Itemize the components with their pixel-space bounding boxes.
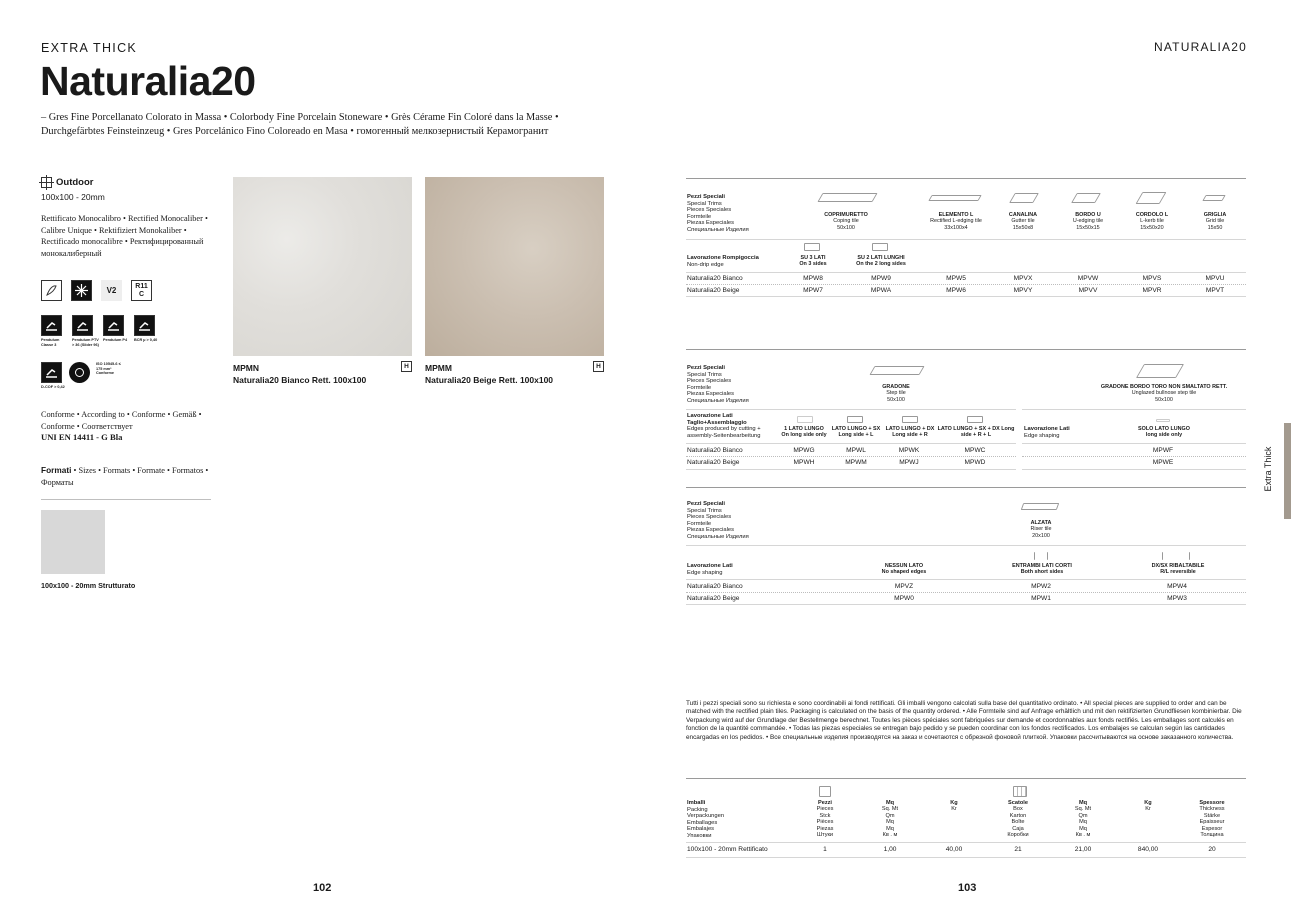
code-cell: MPW8 (803, 275, 823, 282)
option-name: SOLO LATO LUNGO (1138, 426, 1190, 432)
trim-cordolo-l (1124, 212, 1180, 231)
trims-label-bold: Pezzi Speciali (687, 365, 726, 371)
tile-badge: H (593, 361, 604, 372)
code-cell: MPWH (793, 459, 815, 466)
col-line: Кв . м (1075, 832, 1091, 839)
outdoor-icon (41, 177, 52, 188)
side-tab (1284, 423, 1291, 519)
brand-header: NATURALIA20 (1154, 40, 1248, 54)
trim-coprimuretto (806, 212, 886, 231)
piece-icon (819, 786, 831, 797)
trims-label-line: Special Trims (687, 371, 722, 378)
trims-label-bold: Pezzi Speciali (687, 501, 726, 507)
trim-size: 20x100 (1032, 532, 1050, 539)
format-label: 100x100 - 20mm Strutturato (41, 581, 136, 590)
trim-name: COPRIMURETTO (824, 212, 868, 218)
abrasion-icon (69, 362, 90, 383)
edge-3-sides-sketch (804, 243, 820, 251)
code-cell: MPVZ (894, 583, 914, 590)
col-line: Karton (1009, 812, 1027, 819)
format-swatch (41, 510, 105, 574)
tile-code: MPMN (233, 363, 259, 373)
col-head: Pezzi (818, 800, 832, 806)
option-name: SU 3 LATI (800, 255, 826, 261)
trims-label-line: Piezas Especiales (687, 527, 735, 534)
col-line: Mq (1079, 825, 1087, 832)
pendulum-item (72, 315, 99, 347)
pendulum-item (41, 315, 63, 347)
tile-image-bianco (233, 177, 412, 356)
code-cell: MPWE (1152, 459, 1174, 466)
trims-label-line: Pieces Speciales (687, 378, 732, 385)
tile-code: MPMM (425, 363, 452, 373)
col-line: Коробки (1007, 832, 1029, 839)
option-name: DX/SX RIBALTABILE (1151, 563, 1205, 569)
trims-label-line: Piezas Especiales (687, 220, 735, 227)
row-label: Naturalia20 Bianco (687, 275, 743, 282)
option-sub: Long side + R (892, 432, 928, 439)
edge-shaping-sub: Edge shaping (687, 569, 723, 576)
trims-label-bold: Pezzi Speciali (687, 194, 726, 200)
trim-sub: U-edging tile (1072, 218, 1104, 225)
code-cell: MPW4 (1167, 583, 1187, 590)
edge-shaping-bold: Lavorazione Lati (1024, 426, 1070, 432)
col-line: Boîte (1011, 819, 1025, 826)
code-cell: MPVV (1078, 287, 1098, 294)
riser-sketch (1021, 503, 1060, 510)
code-cell: MPWF (1152, 447, 1174, 454)
row-label: Naturalia20 Bianco (687, 447, 743, 454)
formati-text (41, 465, 211, 488)
divider (686, 284, 1246, 285)
option-sub: On the 2 long sides (856, 261, 906, 268)
subtitle: – Gres Fine Porcellanato Colorato in Massa • Colorbody Fine Porcelain Stoneware • Grès Cérame Fin Coloré dans la Masse • Durchgefärbtes Feinsteinzeug • Gres Porcelánico Fino Coloreado en Masa • гомогенный мелкозернистый Керамогранит (41, 112, 559, 137)
packing-label (687, 800, 724, 840)
col-head: Spessore (1199, 800, 1225, 806)
side-tab-label: Extra Thick (1263, 446, 1273, 492)
trim-name: ALZATA (1030, 520, 1052, 526)
code-cell: MPW7 (803, 287, 823, 294)
option-sub: On long side only (781, 432, 827, 439)
col-head: Mq (885, 800, 895, 806)
col-line: Qm (885, 812, 895, 819)
divider (686, 296, 1246, 297)
trims-label-line: Специальные Изделия (687, 226, 749, 233)
trims-label-line: Formteile (687, 384, 712, 391)
trim-canalina (998, 212, 1048, 231)
packing-label-line: Packing (687, 806, 708, 813)
trim-name: GRIGLIA (1203, 212, 1227, 218)
cut-option (882, 426, 938, 439)
frost-icon (71, 280, 92, 301)
divider (686, 443, 1016, 444)
packing-value: 1 (823, 846, 827, 853)
section-rule (686, 349, 1246, 350)
page-title: Naturalia20 (40, 58, 256, 104)
divider (1022, 409, 1246, 410)
formati-bold: Formati (41, 465, 72, 475)
trim-name: CORDOLO L (1135, 212, 1169, 218)
trims-label-line: Formteile (687, 213, 712, 220)
option-name: LATO LUNGO + SX + DX Long (937, 426, 1015, 432)
special-pieces-note: Tutti i pezzi speciali sono su richiesta e sono coordinabili ai fondi rettificati. Gli imballi vengono calcolati sulla base del quantitativo ordinato. • All special pieces are supplied to order and can be matched with the rectified plain tiles. Packaging is calculated on the basis of the quantity ordered. • Alle Formteile sind auf Anfrage erhältlich und mit den rektifizierten Grundfliesen kombinierbar. Die Verpackung wird auf der Grundlage der Bestellmenge berechnet. Toutes les pièces spéciales sont fabriquées sur demande et coordonnables aux fonds rectifiés. Les emballages sont calculés en fonction de la quantité commandée. • Todas las piezas especiales se entregan bajo pedido y se pueden coordinar con los fondos rectificados. Los embalajes se calculan según las cantidades encargadas en los pedidos. • Все специальные изделия производятся на заказ и сочетаются с обрезной фоновой плиткой. Упаковки рассчитываются на основе заказанного количества. (686, 700, 1242, 741)
cut-option (936, 426, 1016, 439)
bcr-icon (134, 315, 155, 336)
divider (1022, 443, 1246, 444)
trims-label-line: Pieces Speciales (687, 207, 732, 214)
coping-tile-sketch (817, 193, 877, 202)
code-cell: MPWA (870, 287, 892, 294)
option-sub: No shaped edges (881, 569, 927, 576)
col-line: Stck (819, 812, 831, 819)
packing-value: 21 (1014, 846, 1022, 853)
pendulum-label: Pendulum PTV > 36 (Slider 96) (72, 338, 99, 347)
trims-label (687, 194, 749, 234)
iso-row (41, 362, 126, 390)
gutter-sketch (1009, 193, 1039, 203)
code-cell: MPWL (846, 447, 866, 454)
slip-rating-a: R11 (135, 282, 148, 290)
trim-sub: Grid tile (1205, 218, 1225, 225)
tile-badge: H (401, 361, 412, 372)
col-head: Kg (950, 800, 958, 806)
divider (686, 545, 1246, 546)
trim-sub: Riser tile (1030, 526, 1052, 533)
iso-label: ISO 10545-6 ≤ 175 mm³ Conforme (96, 362, 121, 375)
cut-option (776, 426, 832, 439)
packing-value: 21,00 (1074, 846, 1092, 853)
pendulum-item (103, 315, 128, 347)
reversible-sketch (1162, 552, 1190, 560)
divider (1022, 456, 1246, 457)
edge-shaping-label (687, 563, 733, 576)
packing-col-head (805, 800, 845, 838)
trim-name: GRADONE BORDO TORO NON SMALTATO RETT. (1100, 384, 1228, 390)
trim-sub: L-kerb tile (1140, 218, 1164, 225)
code-cell: MPWG (793, 447, 815, 454)
trim-name: BORDO U (1075, 212, 1101, 218)
packing-col-head (1128, 800, 1168, 813)
non-drip-label (687, 255, 759, 268)
packing-label-bold: Imballi (687, 800, 706, 806)
col-head: Scatole (1008, 800, 1028, 806)
divider (686, 272, 1246, 273)
code-cell: MPVS (1142, 275, 1162, 282)
cut-sketch (797, 416, 813, 423)
size-line: 100x100 - 20mm (41, 192, 105, 202)
code-cell: MPWJ (899, 459, 919, 466)
divider (686, 456, 1016, 457)
col-line: Thickness (1199, 806, 1225, 813)
cut-label (687, 413, 761, 439)
col-line: Кв . м (882, 832, 898, 839)
rectified-text: Rettificato Monocalibro • Rectified Monocaliber • Calibre Unique • Rektifiziert Monokaliber • Rectificado monocalibre • Ректифицированный монокалиберный (41, 214, 208, 258)
edge-shaping-sub: Edge shaping (1024, 432, 1060, 439)
trim-size: 15x50x8 (1012, 224, 1034, 231)
cut-label-line: Edges produced by cutting + (687, 426, 761, 433)
code-cell: MPWC (964, 447, 986, 454)
conforme-text: Conforme • According to • Conforme • Gemäß • Conforme • Соответствует (41, 410, 202, 431)
divider (686, 592, 1246, 593)
trims-label-line: Special Trims (687, 507, 722, 514)
option-sub: long side only (1145, 432, 1183, 439)
col-head: Kg (1144, 800, 1152, 806)
packing-col-head (870, 800, 910, 838)
short-sides-sketch (1034, 552, 1048, 560)
code-cell: MPWM (845, 459, 867, 466)
divider (686, 469, 1016, 470)
l-kerb-sketch (1136, 192, 1167, 204)
outdoor-label (41, 177, 93, 188)
packing-label-line: Embalajes (687, 826, 715, 833)
trim-size: 15x50x15 (1076, 224, 1100, 231)
option-sub: On 3 sides (799, 261, 827, 268)
trim-sub: Coping tile (833, 218, 859, 225)
trim-bordo-u (1060, 212, 1116, 231)
edge-option (1000, 563, 1084, 576)
trim-griglia (1192, 212, 1238, 231)
code-cell: MPW6 (946, 287, 966, 294)
trims-label-line: Специальные Изделия (687, 533, 749, 540)
step-tile-sketch (869, 366, 924, 375)
packing-value: 20 (1208, 846, 1216, 853)
section-rule (686, 778, 1246, 779)
trim-size: 15x50 (1207, 224, 1223, 231)
cut-label-bold: Lavorazione Lati (687, 413, 733, 419)
col-line: Kr (1145, 806, 1151, 813)
tile-image-beige (425, 177, 604, 356)
grid-sketch (1202, 195, 1225, 201)
cut-sketch (967, 416, 983, 423)
code-cell: MPWK (898, 447, 920, 454)
code-cell: MPW9 (871, 275, 891, 282)
pendulum-label: Pendulum Classe 3 (41, 338, 60, 347)
col-line: Mq (1079, 819, 1087, 826)
code-cell: MPVR (1142, 287, 1162, 294)
trims-label-line: Formteile (687, 520, 712, 527)
pendulum-item (134, 315, 156, 347)
pendulum-icons-row (41, 315, 156, 347)
uni-standard: UNI EN 14411 - G Bla (41, 432, 123, 442)
formati-rest: • Sizes • Formats • Formate • Formatos • Форматы (41, 466, 209, 487)
col-line: Штуки (816, 832, 834, 839)
option-name: 1 LATO LUNGO (784, 426, 824, 432)
trims-label (687, 501, 749, 541)
col-line: Pièces (816, 819, 834, 826)
row-label: Naturalia20 Beige (687, 287, 740, 294)
option-sub: Both short sides (1020, 569, 1064, 576)
trim-name: GRADONE (882, 384, 910, 390)
divider (686, 239, 1246, 240)
pendulum-icon (103, 315, 124, 336)
col-line: Espesor (1201, 825, 1223, 832)
divider (686, 409, 1016, 410)
pendulum-icon (72, 315, 93, 336)
trim-size: 15x50x20 (1140, 224, 1164, 231)
col-line: Box (1013, 806, 1023, 813)
trim-sub: Rectified L-edging tile (930, 218, 982, 225)
non-drip-option (786, 255, 840, 268)
packing-col-head (1063, 800, 1103, 838)
option-name: LATO LUNGO + DX (885, 426, 935, 432)
code-cell: MPVY (1013, 287, 1033, 294)
bullnose-step-sketch (1136, 364, 1184, 378)
col-line: Stärke (1203, 812, 1221, 819)
divider (1022, 469, 1246, 470)
col-head: Mq (1078, 800, 1088, 806)
code-cell: MPW5 (946, 275, 966, 282)
option-sub: side + R + L (960, 432, 992, 439)
row-label: Naturalia20 Beige (687, 459, 740, 466)
page-number-left: 102 (313, 882, 332, 894)
code-cell: MPW3 (1167, 595, 1187, 602)
trim-sub: Gutter tile (1011, 218, 1035, 225)
kicker: EXTRA THICK (41, 41, 138, 55)
trim-elemento-l (916, 212, 996, 231)
col-line: Sq. Mt (881, 806, 899, 813)
tile-name: Naturalia20 Bianco Rett. 100x100 (233, 375, 367, 385)
trim-size: 50x100 (837, 224, 855, 231)
cut-label-bold: Taglio+Assemblaggio (687, 419, 747, 426)
non-drip-bold: Lavorazione Rompigoccia (687, 255, 759, 261)
divider (686, 842, 1246, 843)
option-name: NESSUN LATO (884, 563, 924, 569)
option-name: SU 2 LATI LUNGHI (857, 255, 905, 261)
trim-gradone-bordo-toro (1084, 384, 1244, 403)
code-cell: MPVU (1205, 275, 1225, 282)
divider (686, 579, 1246, 580)
code-cell: MPVX (1013, 275, 1033, 282)
packing-value: 40,00 (945, 846, 963, 853)
l-edging-sketch (928, 195, 981, 201)
packing-row-label: 100x100 - 20mm Rettificato (687, 846, 768, 853)
trim-size: 50x100 (887, 396, 905, 403)
trim-gradone (856, 384, 936, 403)
non-drip-sub: Non-drip edge (687, 261, 724, 268)
col-line: Kr (951, 806, 957, 813)
code-cell: MPW0 (894, 595, 914, 602)
trim-sub: Step tile (886, 390, 906, 397)
cut-option (828, 426, 884, 439)
tech-icons-row (41, 280, 152, 301)
row-label: Naturalia20 Beige (687, 595, 740, 602)
option-name: ENTRAMBI LATI CORTI (1012, 563, 1072, 569)
pendulum-label: Pendulum P4 (103, 338, 128, 342)
variation-icon (101, 280, 122, 301)
tile-name: Naturalia20 Beige Rett. 100x100 (425, 375, 554, 385)
col-line: Mq (886, 819, 894, 826)
code-cell: MPVT (1205, 287, 1225, 294)
option-sub: R/L reversible (1160, 569, 1196, 576)
cut-sketch (902, 416, 918, 423)
option-sub: Long side + L (838, 432, 874, 439)
edge-2-sides-sketch (872, 243, 888, 251)
slip-rating-icon (131, 280, 152, 301)
trims-label (687, 365, 749, 405)
box-icon (1013, 786, 1027, 797)
trim-size: 33x100x4 (944, 224, 968, 231)
trims-label-line: Специальные Изделия (687, 397, 749, 404)
col-line: Mq (886, 825, 894, 832)
dcof-label: D-COF > 0,42 (41, 385, 65, 389)
option-name: LATO LUNGO + SX (831, 426, 881, 432)
packing-label-line: Emballages (687, 819, 718, 826)
non-drip-option (844, 255, 918, 268)
slip-rating-b: C (138, 290, 145, 298)
col-line: Caja (1012, 825, 1024, 832)
trim-size: 50x100 (1155, 396, 1173, 403)
trims-label-line: Pieces Speciales (687, 514, 732, 521)
slip-icon (41, 280, 62, 301)
trims-label-line: Piezas Especiales (687, 391, 735, 398)
edge-shaping-bold: Lavorazione Lati (687, 563, 733, 569)
trim-name: CANALINA (1008, 212, 1038, 218)
pendulum-icon (41, 315, 62, 336)
packing-col-head (998, 800, 1038, 838)
col-line: Epaisseur (1199, 819, 1225, 826)
trim-sub: Unglazed bullnose step tile (1131, 390, 1197, 397)
long-side-option (1124, 426, 1204, 439)
trim-alzata (1016, 520, 1066, 539)
col-line: Piezas (816, 825, 834, 832)
dcof-item (41, 362, 63, 390)
row-label: Naturalia20 Bianco (687, 583, 743, 590)
col-line: Qm (1078, 812, 1088, 819)
bcr-label: BCR µ > 0,40 (134, 338, 158, 342)
packing-col-head (1192, 800, 1232, 838)
code-cell: MPW2 (1031, 583, 1051, 590)
packing-label-line: Verpackungen (687, 813, 725, 820)
section-rule (686, 178, 1246, 179)
long-side-sketch (1156, 419, 1170, 422)
edge-option (1138, 563, 1218, 576)
packing-label-line: Упаковки (687, 832, 712, 839)
trims-label-line: Special Trims (687, 200, 722, 207)
packing-col-head (934, 800, 974, 813)
divider (686, 857, 1246, 858)
section-rule (686, 487, 1246, 488)
edge-option (864, 563, 944, 576)
code-cell: MPVW (1077, 275, 1099, 282)
cut-sketch (847, 416, 863, 423)
code-cell: MPW1 (1031, 595, 1051, 602)
code-cell: MPWD (964, 459, 986, 466)
packing-value: 1,00 (883, 846, 897, 853)
dcof-icon (41, 362, 62, 383)
variation-label: V2 (106, 286, 117, 295)
page-number-right: 103 (958, 882, 977, 894)
divider (41, 499, 211, 500)
u-edging-sketch (1071, 193, 1101, 203)
divider (686, 604, 1246, 605)
col-line: Толщина (1200, 832, 1224, 839)
outdoor-text: Outdoor (56, 177, 94, 188)
cut-label-line: assembly-Seitenbearbeitung (687, 432, 761, 439)
edge-shaping-label (1024, 426, 1070, 439)
col-line: Pieces (816, 806, 834, 813)
col-line: Sq. Mt (1074, 806, 1092, 813)
trim-name: ELEMENTO L (938, 212, 974, 218)
packing-value: 840,00 (1137, 846, 1159, 853)
